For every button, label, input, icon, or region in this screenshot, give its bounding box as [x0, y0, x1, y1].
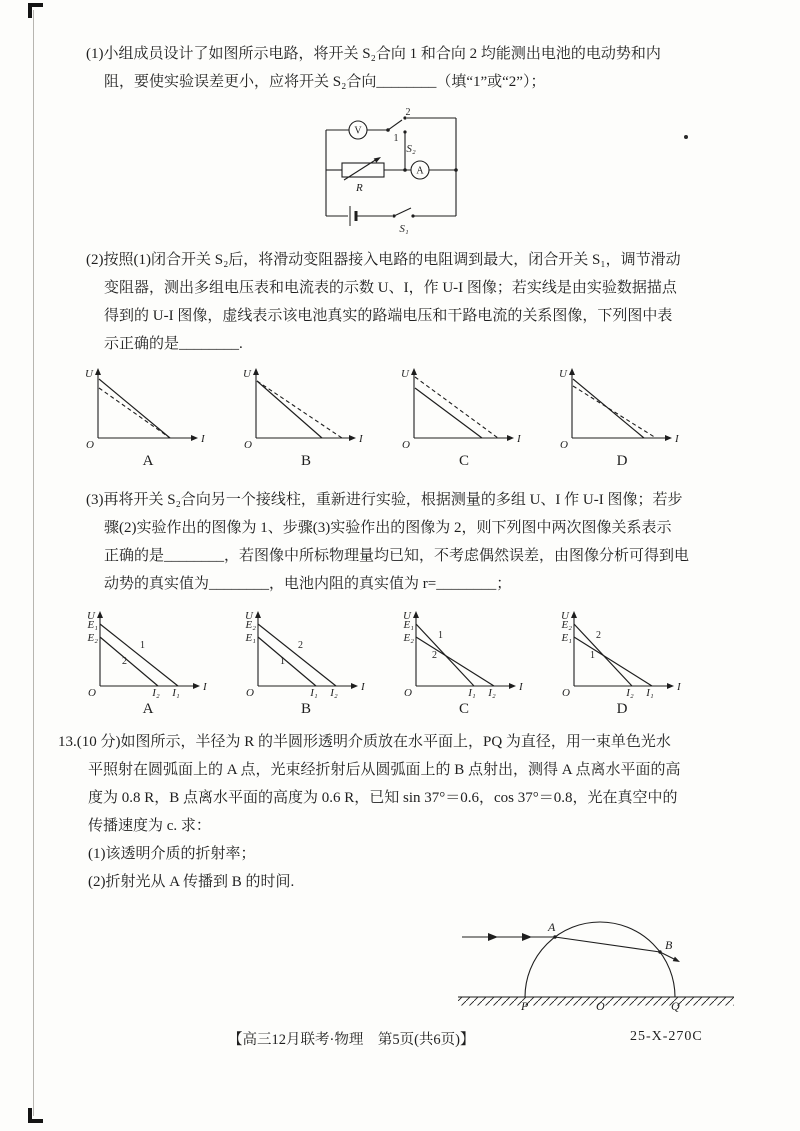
measured-line [257, 381, 322, 438]
u-axis-label: U [401, 368, 409, 380]
circuit-diagram [308, 108, 478, 238]
option-letter: D [616, 701, 628, 717]
footer-paper-code: 25-X-270C [630, 1029, 703, 1044]
true-line [415, 377, 498, 438]
point-q-label: Q [671, 999, 680, 1013]
switch-s1-label: S₁ [399, 223, 409, 235]
i-intercept-left: I₁ [310, 687, 318, 699]
origin-label: O [246, 687, 254, 699]
origin-label: O [404, 687, 412, 699]
u-axis-label: U [245, 610, 253, 622]
lower-line-number: 2 [122, 656, 127, 667]
text-line: (1)该透明介质的折射率； [88, 846, 256, 862]
i-intercept-right: I₁ [646, 687, 654, 699]
text-line: 传播速度为 c. 求： [88, 818, 211, 834]
upper-line-number: 2 [596, 630, 601, 641]
u-axis-label: U [561, 610, 569, 622]
voltmeter-label: V [354, 125, 362, 137]
upper-line-number: 1 [438, 630, 443, 641]
upper-line-number: 1 [140, 640, 145, 651]
emf-top-label: E₁ [87, 619, 98, 631]
text-line: 13.(10 分)如图所示，半径为 R 的半圆形透明介质放在水平面上，PQ 为直径，用一束单色光水 [58, 734, 671, 750]
text-line: (3)再将开关 S₂合向另一个接线柱，重新进行实验，根据测量的多组 U、I 作 U-I 图像；若步 [86, 492, 683, 508]
i-axis-label: I [361, 681, 365, 693]
text-line: 骤(2)实验作出的图像为 1、步骤(3)实验作出的图像为 2，则下列图中两次图像关系表示 [104, 520, 672, 536]
point-o-label: O [596, 999, 605, 1013]
line-from-bottom-emf [416, 637, 494, 686]
text-line: (2)按照(1)闭合开关 S₂后，将滑动变阻器接入电路的电阻调到最大，闭合开关 S₁，调节滑动 [86, 252, 681, 268]
question-13 [58, 728, 758, 896]
graph-option-b [240, 606, 372, 718]
text-line: 度为 0.8 R，B 点离水平面的高度为 0.6 R，已知 sin 37°＝0.6，cos 37°＝0.8，光在真空中的 [88, 790, 678, 806]
rheostat-label: R [356, 182, 363, 194]
scan-corner-mark [28, 1108, 32, 1123]
graph-option-c [398, 364, 530, 470]
text-line: (2)折射光从 A 传播到 B 的时间. [88, 874, 295, 890]
u-axis-label: U [85, 368, 93, 380]
u-axis-label: U [403, 610, 411, 622]
switch-s2-label: S₂ [406, 143, 416, 155]
true-line [99, 388, 170, 438]
text-line: 正确的是________，若图像中所标物理量均已知，不考虑偶然误差，由图像分析可得到电 [104, 548, 690, 564]
origin-label: O [88, 687, 96, 699]
point-a-label: A [548, 920, 556, 934]
line-from-top-emf [258, 624, 336, 686]
footer-exam-info: 【高三12月联考·物理 第5页(共6页)】 [228, 1032, 475, 1048]
question-3 [86, 486, 756, 598]
true-line [257, 381, 342, 438]
emf-top-label: E₁ [403, 619, 414, 631]
contact-2-label: 2 [405, 108, 411, 118]
line-from-top-emf [100, 624, 178, 686]
origin-label: O [402, 439, 410, 451]
origin-label: O [560, 439, 568, 451]
measured-line [415, 388, 482, 438]
graph-option-a [82, 606, 214, 718]
text-line: 平照射在圆弧面上的 A 点，光束经折射后从圆弧面上的 B 点射出，测得 A 点离水平面的高 [88, 762, 681, 778]
question-1 [86, 40, 756, 96]
question-2 [86, 246, 756, 358]
option-letter: A [142, 453, 154, 469]
refracted-ray [555, 937, 660, 952]
optics-diagram [450, 905, 742, 1017]
text-line: (1)小组成员设计了如图所示电路，将开关 S₂合向 1 和合向 2 均能测出电池的电动势和内 [86, 46, 661, 62]
i-axis-label: I [517, 433, 521, 445]
i-axis-label: I [519, 681, 523, 693]
i-axis-label: I [359, 433, 363, 445]
scan-corner-mark [28, 3, 32, 18]
graph-option-c [398, 606, 530, 718]
emf-bottom-label: E₂ [403, 632, 414, 644]
text-line: 变阻器，测出多组电压表和电流表的示数 U、I，作 U-I 图像；若实线是由实验数据描点 [104, 280, 677, 296]
emf-bottom-label: E₁ [245, 632, 256, 644]
graph-option-b [240, 364, 372, 470]
graph-option-a [82, 364, 214, 470]
emf-top-label: E₂ [245, 619, 256, 631]
scan-edge-line [33, 10, 34, 1116]
ui-graph-options-row [82, 364, 688, 470]
text-line: 示正确的是________. [104, 336, 243, 352]
text-line: 阻，要使实验误差更小，应将开关 S₂合向________（填“1”或“2”）； [104, 74, 546, 90]
i-intercept-left: I₁ [468, 687, 476, 699]
u-axis-label: U [559, 368, 567, 380]
point-p-label: P [521, 999, 529, 1013]
text-line: 动势的真实值为________，电池内阻的真实值为 r=________； [104, 576, 512, 592]
emf-bottom-label: E₂ [87, 632, 98, 644]
optics-svg [450, 905, 742, 1017]
origin-label: O [86, 439, 94, 451]
option-letter: C [458, 453, 469, 469]
option-letter: B [300, 453, 311, 469]
measured-line [99, 379, 170, 438]
option-letter: B [300, 701, 311, 717]
circuit-svg [308, 108, 478, 238]
emf-top-label: E₂ [561, 619, 572, 631]
u-axis-label: U [243, 368, 251, 380]
graph-option-d [556, 364, 688, 470]
ammeter-label: A [416, 165, 424, 177]
line-from-bottom-emf [258, 637, 316, 686]
i-intercept-left: I₂ [152, 687, 160, 699]
option-letter: D [616, 453, 628, 469]
true-line [573, 386, 656, 438]
i-intercept-left: I₂ [626, 687, 634, 699]
i-axis-label: I [677, 681, 681, 693]
lower-line-number: 1 [590, 650, 595, 661]
i-axis-label: I [675, 433, 679, 445]
scan-speck [684, 135, 688, 139]
contact-1-label: 1 [393, 133, 399, 144]
lower-line-number: 1 [280, 656, 285, 667]
upper-line-number: 2 [298, 640, 303, 651]
u-axis-label: U [87, 610, 95, 622]
emf-bottom-label: E₁ [561, 632, 572, 644]
graph-option-d [556, 606, 688, 718]
text-line: 得到的 U-I 图像，虚线表示该电池真实的路端电压和干路电流的关系图像，下列图中表 [104, 308, 673, 324]
line-from-bottom-emf [574, 637, 652, 686]
i-intercept-right: I₂ [330, 687, 338, 699]
option-letter: A [142, 701, 154, 717]
i-axis-label: I [201, 433, 205, 445]
i-intercept-right: I₂ [488, 687, 496, 699]
option-letter: C [458, 701, 469, 717]
origin-label: O [244, 439, 252, 451]
line-from-bottom-emf [100, 637, 158, 686]
i-intercept-right: I₁ [172, 687, 180, 699]
lower-line-number: 2 [432, 650, 437, 661]
point-b-label: B [665, 938, 673, 952]
origin-label: O [562, 687, 570, 699]
e-graph-options-row [82, 606, 688, 718]
i-axis-label: I [203, 681, 207, 693]
